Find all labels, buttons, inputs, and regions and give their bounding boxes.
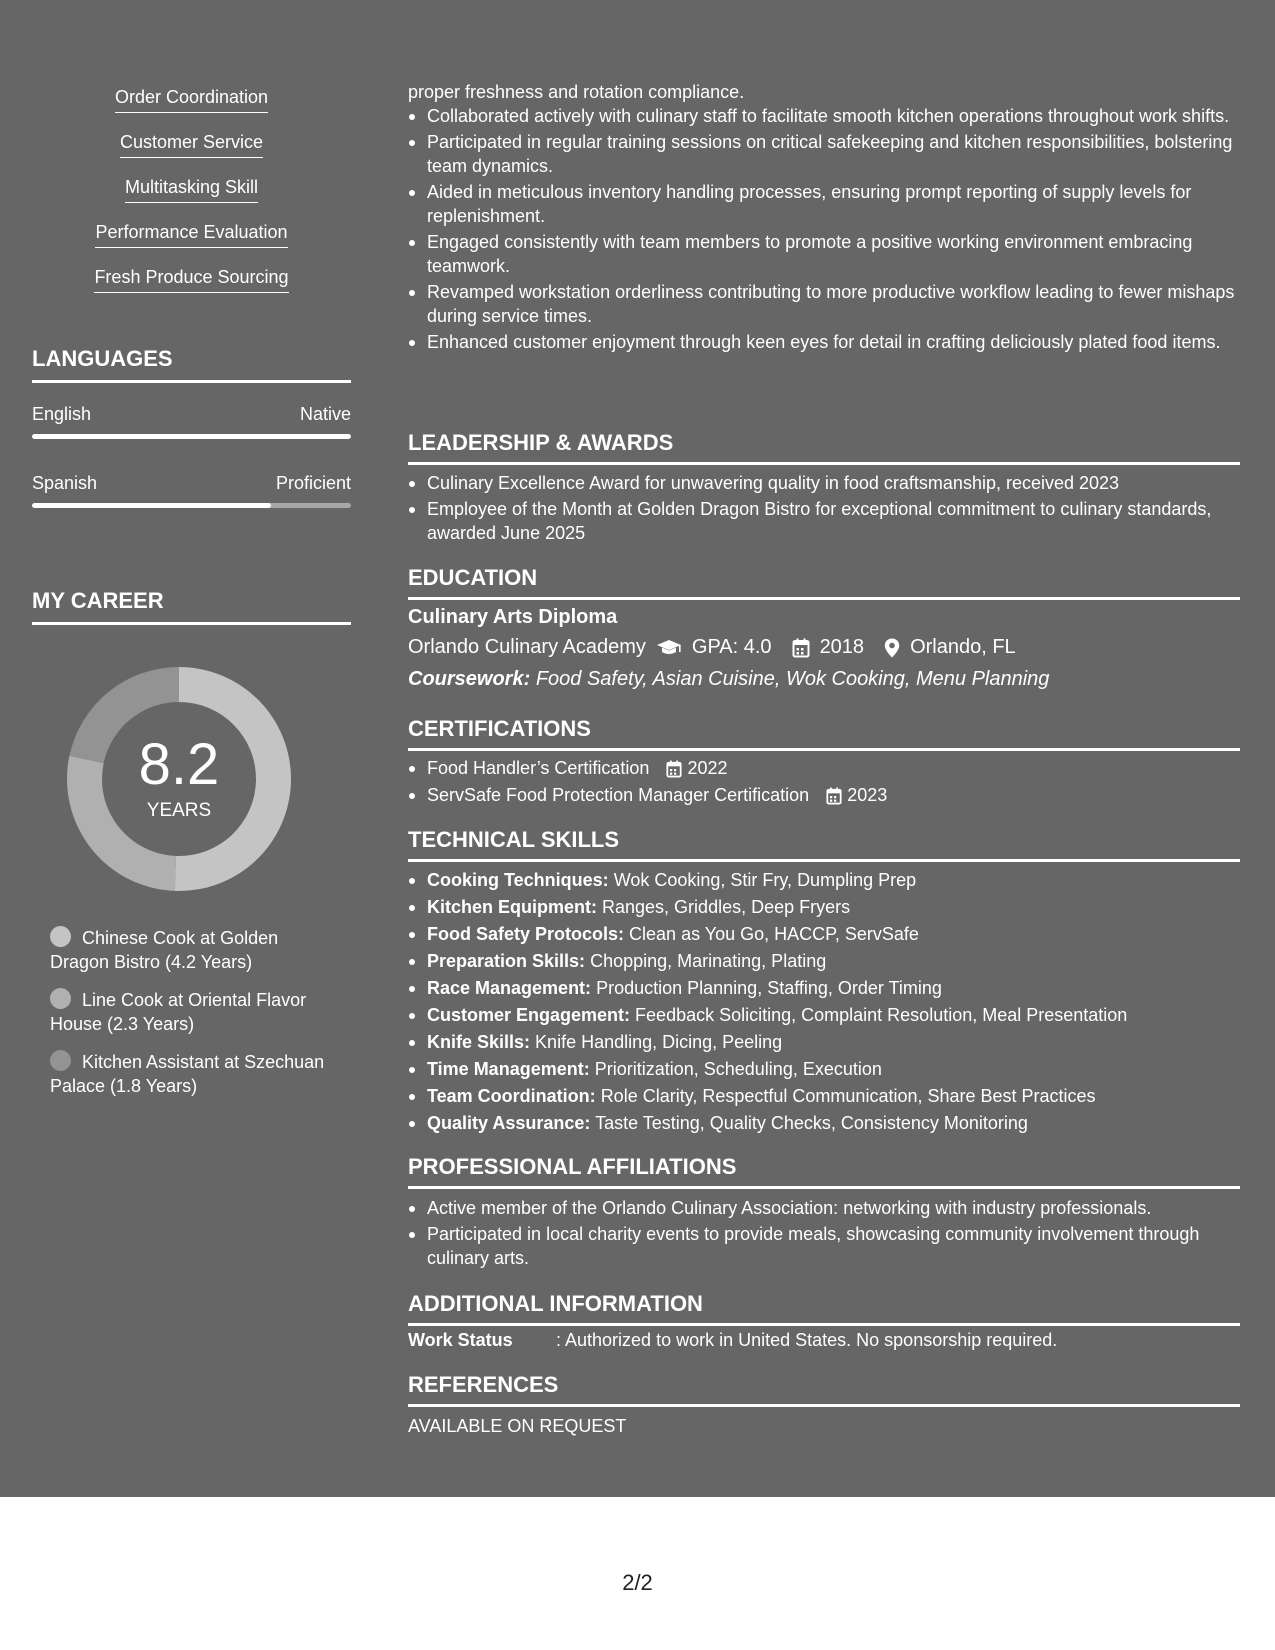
gpa: GPA: 4.0 [691, 636, 772, 658]
language-level: Native [299, 404, 351, 424]
career-donut-chart [66, 666, 292, 892]
awards-list [408, 471, 1240, 547]
list-item: Team Coordination: Role Clarity, Respectful Communication, Share Best Practices [408, 1084, 1240, 1108]
calendar-icon [826, 787, 842, 805]
page-number: 2/2 [622, 1570, 653, 1595]
technical-skills-heading: TECHNICAL SKILLS [408, 827, 1240, 862]
list-item: Preparation Skills: Chopping, Marinating, Plating [408, 949, 1240, 973]
list-item: Aided in meticulous inventory handling processes, ensuring prompt reporting of supply levels for replenishment. [408, 180, 1240, 228]
career-legend-item: Chinese Cook at Golden Dragon Bistro (4.2 Years) [50, 928, 279, 972]
language-name: Spanish [32, 473, 98, 493]
skill-tag: Performance Evaluation [32, 222, 351, 248]
affiliations-list [408, 1196, 1240, 1272]
additional-info-heading: ADDITIONAL INFORMATION [408, 1291, 1240, 1326]
work-status [408, 1330, 1057, 1351]
list-item: Time Management: Prioritization, Scheduling, Execution [408, 1057, 1240, 1081]
certifications-list [408, 756, 1240, 810]
career-legend-item: Line Cook at Oriental Flavor House (2.3 Years) [50, 990, 307, 1034]
calendar-icon [792, 638, 810, 658]
skill-tag: Order Coordination [32, 87, 351, 113]
language-name: English [32, 404, 92, 424]
list-item: ServSafe Food Protection Manager Certification 2023 [408, 783, 1240, 807]
list-item: Collaborated actively with culinary staff to facilitate smooth kitchen operations throughout work shifts. [408, 104, 1240, 128]
experience-continued-line: proper freshness and rotation compliance. [408, 82, 745, 102]
career-total-value: 8.2 [138, 732, 220, 797]
skill-tag: Multitasking Skill [32, 177, 351, 203]
list-item: Employee of the Month at Golden Dragon Bistro for exceptional commitment to culinary standards, awarded June 2025 [408, 497, 1240, 545]
skill-tag: Fresh Produce Sourcing [32, 267, 351, 293]
list-item: Food Safety Protocols: Clean as You Go, HACCP, ServSafe [408, 922, 1240, 946]
language-row [32, 473, 351, 494]
list-item: Cooking Techniques: Wok Cooking, Stir Fry, Dumpling Prep [408, 868, 1240, 892]
school-location: Orlando, FL [910, 636, 1016, 658]
career-legend-item: Kitchen Assistant at Szechuan Palace (1.8 Years) [50, 1052, 325, 1096]
list-item: Quality Assurance: Taste Testing, Quality Checks, Consistency Monitoring [408, 1111, 1240, 1135]
coursework [408, 668, 1049, 691]
legend-dot-icon [50, 926, 71, 947]
affiliations-heading: PROFESSIONAL AFFILIATIONS [408, 1154, 1240, 1189]
school-name: Orlando Culinary Academy [408, 636, 646, 658]
list-item: Kitchen Equipment: Ranges, Griddles, Deep Fryers [408, 895, 1240, 919]
languages-heading: LANGUAGES [32, 346, 351, 383]
career-heading: MY CAREER [32, 588, 351, 625]
calendar-icon [666, 760, 682, 778]
list-item: Active member of the Orlando Culinary Association: networking with industry professionals. [408, 1196, 1240, 1220]
graduation-cap-icon [656, 639, 682, 657]
degree-title: Culinary Arts Diploma [408, 606, 618, 628]
language-proficiency-fill [32, 434, 351, 439]
legend-dot-icon [50, 1050, 71, 1071]
language-row [32, 404, 351, 425]
skill-tag: Customer Service [32, 132, 351, 158]
coursework-value: Food Safety, Asian Cuisine, Wok Cooking, Menu Planning [535, 668, 1050, 690]
list-item: Revamped workstation orderliness contributing to more productive workflow leading to fewer mishaps during service times. [408, 280, 1240, 328]
legend-dot-icon [50, 988, 71, 1009]
certifications-heading: CERTIFICATIONS [408, 716, 1240, 751]
list-item: Knife Skills: Knife Handling, Dicing, Peeling [408, 1030, 1240, 1054]
list-item: Race Management: Production Planning, Staffing, Order Timing [408, 976, 1240, 1000]
list-item: Enhanced customer enjoyment through keen eyes for detail in crafting deliciously plated food items. [408, 330, 1240, 354]
language-proficiency-bar [32, 503, 351, 508]
graduation-year: 2018 [819, 636, 865, 658]
list-item: Food Handler’s Certification 2022 [408, 756, 1240, 780]
coursework-label: Coursework: [408, 668, 531, 690]
list-item: Engaged consistently with team members to promote a positive working environment embracing teamwork. [408, 230, 1240, 278]
language-level: Proficient [275, 473, 351, 493]
list-item: Participated in local charity events to provide meals, showcasing community involvement through culinary arts. [408, 1222, 1240, 1270]
work-status-label: Work Status [408, 1330, 513, 1350]
career-total-unit: YEARS [146, 800, 212, 821]
list-item: Participated in regular training sessions on critical safekeeping and kitchen responsibilities, bolstering team dynamics. [408, 130, 1240, 178]
list-item: Customer Engagement: Feedback Soliciting, Complaint Resolution, Meal Presentation [408, 1003, 1240, 1027]
references-text: AVAILABLE ON REQUEST [408, 1416, 627, 1436]
education-meta [408, 636, 1016, 659]
language-proficiency-fill [32, 503, 271, 508]
awards-heading: LEADERSHIP & AWARDS [408, 430, 1240, 465]
language-proficiency-bar [32, 434, 351, 439]
technical-skills-list [408, 868, 1240, 1138]
education-heading: EDUCATION [408, 565, 1240, 600]
list-item: Culinary Excellence Award for unwavering quality in food craftsmanship, received 2023 [408, 471, 1240, 495]
work-status-value: : Authorized to work in United States. No sponsorship required. [556, 1330, 1058, 1350]
references-heading: REFERENCES [408, 1372, 1240, 1407]
experience-bullets [408, 104, 1240, 356]
location-pin-icon [884, 638, 900, 658]
